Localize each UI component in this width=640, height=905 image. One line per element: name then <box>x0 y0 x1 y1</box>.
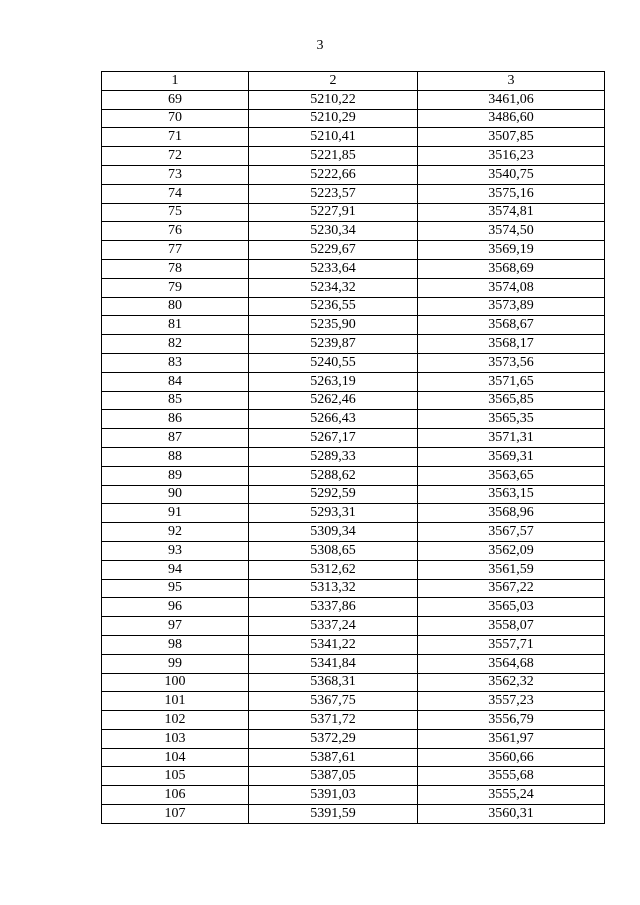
table-row <box>102 805 605 824</box>
x-coordinate-cell: 5267,17 <box>249 429 418 448</box>
point-number-cell: 82 <box>102 335 249 354</box>
table-row <box>102 485 605 504</box>
table-row <box>102 222 605 241</box>
point-number-cell: 104 <box>102 748 249 767</box>
y-coordinate-cell: 3567,22 <box>418 579 605 598</box>
table-row <box>102 203 605 222</box>
y-coordinate-cell: 3564,68 <box>418 654 605 673</box>
point-number-cell: 79 <box>102 278 249 297</box>
x-coordinate-cell: 5313,32 <box>249 579 418 598</box>
table-row <box>102 466 605 485</box>
table-row <box>102 598 605 617</box>
y-coordinate-cell: 3461,06 <box>418 90 605 109</box>
x-coordinate-cell: 5266,43 <box>249 410 418 429</box>
table-row <box>102 560 605 579</box>
table-header-row <box>102 72 605 91</box>
point-number-cell: 75 <box>102 203 249 222</box>
y-coordinate-cell: 3573,89 <box>418 297 605 316</box>
point-number-cell: 91 <box>102 504 249 523</box>
y-coordinate-cell: 3568,96 <box>418 504 605 523</box>
point-number-cell: 107 <box>102 805 249 824</box>
y-coordinate-cell: 3556,79 <box>418 711 605 730</box>
point-number-cell: 86 <box>102 410 249 429</box>
y-coordinate-cell: 3568,69 <box>418 259 605 278</box>
table-row <box>102 391 605 410</box>
x-coordinate-cell: 5288,62 <box>249 466 418 485</box>
point-number-cell: 83 <box>102 353 249 372</box>
point-number-cell: 89 <box>102 466 249 485</box>
point-number-cell: 102 <box>102 711 249 730</box>
table-row <box>102 617 605 636</box>
x-coordinate-cell: 5210,22 <box>249 90 418 109</box>
x-coordinate-cell: 5312,62 <box>249 560 418 579</box>
table-row <box>102 278 605 297</box>
point-number-cell: 93 <box>102 541 249 560</box>
table-row <box>102 335 605 354</box>
y-coordinate-cell: 3573,56 <box>418 353 605 372</box>
x-coordinate-cell: 5239,87 <box>249 335 418 354</box>
x-coordinate-cell: 5309,34 <box>249 523 418 542</box>
x-coordinate-cell: 5387,61 <box>249 748 418 767</box>
page-number: 3 <box>316 38 324 53</box>
y-coordinate-cell: 3560,31 <box>418 805 605 824</box>
point-number-cell: 84 <box>102 372 249 391</box>
x-coordinate-cell: 5210,29 <box>249 109 418 128</box>
table-row <box>102 673 605 692</box>
point-number-cell: 80 <box>102 297 249 316</box>
x-coordinate-cell: 5233,64 <box>249 259 418 278</box>
x-coordinate-cell: 5240,55 <box>249 353 418 372</box>
coordinates-table <box>101 71 605 824</box>
y-coordinate-cell: 3558,07 <box>418 617 605 636</box>
table-row <box>102 748 605 767</box>
x-coordinate-cell: 5289,33 <box>249 447 418 466</box>
y-coordinate-cell: 3568,67 <box>418 316 605 335</box>
table-row <box>102 184 605 203</box>
table-row <box>102 316 605 335</box>
x-coordinate-cell: 5222,66 <box>249 165 418 184</box>
point-number-cell: 88 <box>102 447 249 466</box>
table-row <box>102 767 605 786</box>
x-coordinate-cell: 5387,05 <box>249 767 418 786</box>
y-coordinate-cell: 3574,81 <box>418 203 605 222</box>
y-coordinate-cell: 3565,03 <box>418 598 605 617</box>
table-row <box>102 372 605 391</box>
x-coordinate-cell: 5227,91 <box>249 203 418 222</box>
table-row <box>102 635 605 654</box>
y-coordinate-cell: 3574,50 <box>418 222 605 241</box>
x-coordinate-cell: 5372,29 <box>249 729 418 748</box>
table-row <box>102 259 605 278</box>
y-coordinate-cell: 3486,60 <box>418 109 605 128</box>
point-number-cell: 99 <box>102 654 249 673</box>
point-number-cell: 72 <box>102 147 249 166</box>
y-coordinate-cell: 3540,75 <box>418 165 605 184</box>
table-row <box>102 241 605 260</box>
y-coordinate-cell: 3563,15 <box>418 485 605 504</box>
y-coordinate-cell: 3555,68 <box>418 767 605 786</box>
y-coordinate-cell: 3565,85 <box>418 391 605 410</box>
table-row <box>102 410 605 429</box>
table-row <box>102 90 605 109</box>
table-row <box>102 654 605 673</box>
y-coordinate-cell: 3569,19 <box>418 241 605 260</box>
x-coordinate-cell: 5337,86 <box>249 598 418 617</box>
y-coordinate-cell: 3560,66 <box>418 748 605 767</box>
point-number-cell: 98 <box>102 635 249 654</box>
point-number-cell: 74 <box>102 184 249 203</box>
x-coordinate-cell: 5262,46 <box>249 391 418 410</box>
table-row <box>102 297 605 316</box>
x-coordinate-cell: 5229,67 <box>249 241 418 260</box>
table-row <box>102 429 605 448</box>
x-coordinate-cell: 5292,59 <box>249 485 418 504</box>
x-coordinate-cell: 5235,90 <box>249 316 418 335</box>
header-cell-column-3: 3 <box>418 72 605 91</box>
point-number-cell: 106 <box>102 786 249 805</box>
table-body <box>102 72 605 824</box>
y-coordinate-cell: 3562,09 <box>418 541 605 560</box>
point-number-cell: 73 <box>102 165 249 184</box>
table-row <box>102 541 605 560</box>
point-number-cell: 76 <box>102 222 249 241</box>
point-number-cell: 97 <box>102 617 249 636</box>
x-coordinate-cell: 5391,03 <box>249 786 418 805</box>
table-row <box>102 523 605 542</box>
point-number-cell: 90 <box>102 485 249 504</box>
point-number-cell: 101 <box>102 692 249 711</box>
point-number-cell: 96 <box>102 598 249 617</box>
table-row <box>102 579 605 598</box>
y-coordinate-cell: 3567,57 <box>418 523 605 542</box>
y-coordinate-cell: 3571,31 <box>418 429 605 448</box>
x-coordinate-cell: 5221,85 <box>249 147 418 166</box>
point-number-cell: 100 <box>102 673 249 692</box>
x-coordinate-cell: 5210,41 <box>249 128 418 147</box>
y-coordinate-cell: 3568,17 <box>418 335 605 354</box>
point-number-cell: 95 <box>102 579 249 598</box>
table-row <box>102 147 605 166</box>
table-row <box>102 692 605 711</box>
point-number-cell: 81 <box>102 316 249 335</box>
point-number-cell: 71 <box>102 128 249 147</box>
y-coordinate-cell: 3557,71 <box>418 635 605 654</box>
point-number-cell: 92 <box>102 523 249 542</box>
x-coordinate-cell: 5341,22 <box>249 635 418 654</box>
y-coordinate-cell: 3557,23 <box>418 692 605 711</box>
table-row <box>102 447 605 466</box>
y-coordinate-cell: 3571,65 <box>418 372 605 391</box>
x-coordinate-cell: 5371,72 <box>249 711 418 730</box>
x-coordinate-cell: 5234,32 <box>249 278 418 297</box>
point-number-cell: 85 <box>102 391 249 410</box>
table-row <box>102 504 605 523</box>
table-row <box>102 711 605 730</box>
point-number-cell: 87 <box>102 429 249 448</box>
x-coordinate-cell: 5236,55 <box>249 297 418 316</box>
y-coordinate-cell: 3516,23 <box>418 147 605 166</box>
y-coordinate-cell: 3569,31 <box>418 447 605 466</box>
x-coordinate-cell: 5223,57 <box>249 184 418 203</box>
point-number-cell: 103 <box>102 729 249 748</box>
x-coordinate-cell: 5341,84 <box>249 654 418 673</box>
x-coordinate-cell: 5368,31 <box>249 673 418 692</box>
table-row <box>102 109 605 128</box>
y-coordinate-cell: 3575,16 <box>418 184 605 203</box>
header-cell-column-1: 1 <box>102 72 249 91</box>
point-number-cell: 105 <box>102 767 249 786</box>
table-row <box>102 128 605 147</box>
x-coordinate-cell: 5391,59 <box>249 805 418 824</box>
y-coordinate-cell: 3574,08 <box>418 278 605 297</box>
point-number-cell: 69 <box>102 90 249 109</box>
y-coordinate-cell: 3565,35 <box>418 410 605 429</box>
table-row <box>102 165 605 184</box>
x-coordinate-cell: 5293,31 <box>249 504 418 523</box>
table-row <box>102 729 605 748</box>
x-coordinate-cell: 5337,24 <box>249 617 418 636</box>
point-number-cell: 77 <box>102 241 249 260</box>
table-row <box>102 353 605 372</box>
y-coordinate-cell: 3507,85 <box>418 128 605 147</box>
y-coordinate-cell: 3562,32 <box>418 673 605 692</box>
header-cell-column-2: 2 <box>249 72 418 91</box>
point-number-cell: 70 <box>102 109 249 128</box>
y-coordinate-cell: 3561,59 <box>418 560 605 579</box>
y-coordinate-cell: 3561,97 <box>418 729 605 748</box>
x-coordinate-cell: 5308,65 <box>249 541 418 560</box>
x-coordinate-cell: 5263,19 <box>249 372 418 391</box>
y-coordinate-cell: 3563,65 <box>418 466 605 485</box>
point-number-cell: 78 <box>102 259 249 278</box>
x-coordinate-cell: 5230,34 <box>249 222 418 241</box>
table-row <box>102 786 605 805</box>
point-number-cell: 94 <box>102 560 249 579</box>
y-coordinate-cell: 3555,24 <box>418 786 605 805</box>
x-coordinate-cell: 5367,75 <box>249 692 418 711</box>
